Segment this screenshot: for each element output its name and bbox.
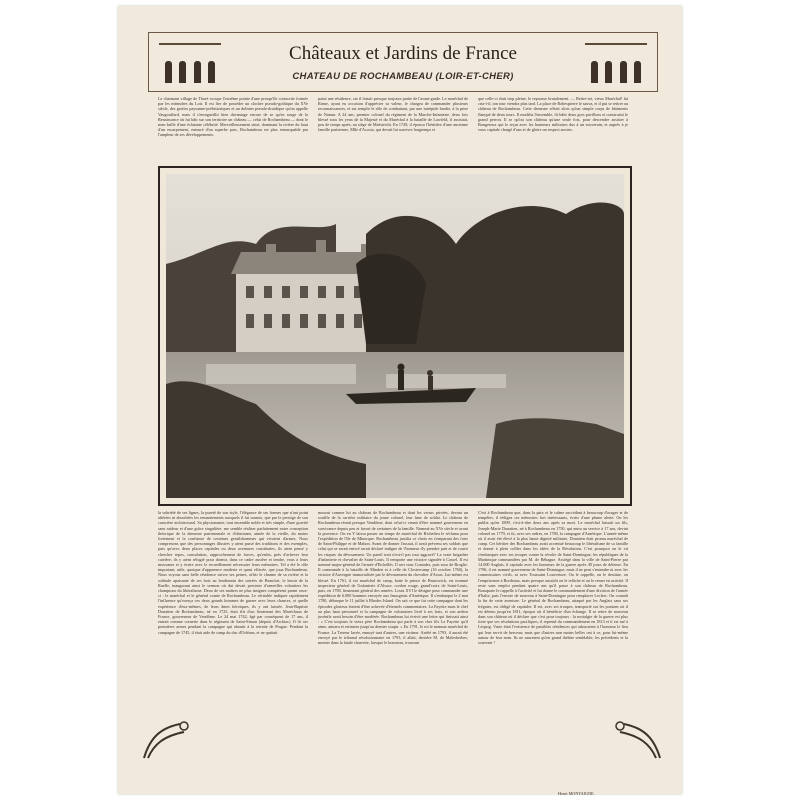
corner-ornament-icon [608,718,664,762]
text-column-top-mid: point une résidence, car il faisait presque toujours partie de l'avant-garde. Le maréchal de Rame, ayant eu occasion d'apprécier sa valeur, le chargea de commander plusieurs reconnaissances, et sut remplir le rôle de combattant, par une intrépide hardie, à la prise de Namur. A 24 ans, premier colonel du régiment de la Marche-Infanterie, deux fois blessé sous les yeux de la Majesté et du Maréchal à la bataille de Lawfeld, il assistait, peu de temps après, au siège de Maëstricht. En 1749, il épousa l'héritière d'une ancienne famille parisienne, Mlle d'Acosta, qui devait lui survivre longtemps et [318,96,468,133]
chateau-photograph [166,174,624,498]
author-signature: Henri MONTAIGNE. [558,791,595,796]
chateau-photograph-frame [158,166,632,506]
text-column-bottom-mid: mourut comme lui au château de Rochambeau et dont les vertus privées, devant un souffle de la carrière militaire du jeune colonel, leur âme de soldat. Le château de Rochambeau réunit presque Vendôme, dont celui-ci venait d'être nommé gouverneur en survivance depuis peu et favori de certaines de la famille. Nommé au XVe siècle et avant la provence. On en Y laissa passer un temps de maréchal de Richelieu le réclama pour l'expédition de l'île de Minorque. Rochambeau justifia ce choix en s'emparant des forts de Saint-Philippe et de Mahon. Avant de donner l'assaut, il avait prévenu ses soldats que celui qui se serait enivré serait déclaré indigne de l'honneur d'y prendre part et de courir les risques du dévouement. Un pareil trait n'est-il pas tout aggravé? La vraie brigadier d'infanterie et chevalier de Saint-Louis. Il remporte une victoire signalée à Cassel. Il est nommé major-général de l'armée d'Eichellés. Il sert sous Contades, puis sous de Broglie. Il commande à la bataille de Minden et à celle de Clostercamp (16 octobre 1760), la victoire d'Auvergne immortalisée par le dévouement du chevalier d'Assas. Lui-même est blessé. En 1761, il est maréchal de camp, batte le prince de Brunswick, est nommé inspecteur général de l'infanterie d'Alsace, cordon rouge, grand'croix de Saint-Louis, puis, en 1780, lieutenant général des armées. Louis XVI le désigne pour commander une expédition de 6.000 hommes envoyée aux Insurgents d'Amérique. Il s'embarque le 2 mai 1780, débarque le 11 juillet à Rhodes Island. On sait ce que fut cette campagne dont les épisodes glorieux étaient d'être achevée d'éternels commentaires. La Fayette mais le chef au plus haut personnel et la campagne de volontaires livré à ses frais, et son ardeur juvénile avait besoin d'être modérée. Rochambeau lui écrivit une lettre qui finissait ainsi : « C'est toujours le vieux père Rochambeau qui parle à son cher fils La Fayette qu'il aime, aimera et estimera jusqu'au dernier soupir. » En 1791, le roi le nomma maréchal de France. La Terreur lavée, ennuyé tant d'autres, une victime. Arrêté en 1793, il aurait été envoyé par le tribunal révolutionnaire en 1793, il allait, derrière M. de Malesherbes, monter dans la fatale charrette, lorsque le bourreau, trouvant [318,510,468,646]
header-banner [148,32,658,92]
page-title: Châteaux et Jardins de France [289,43,517,64]
text-column-bottom-right: C'est à Rochambeau que, dans la paix et le calme succédant à beaucoup d'orages et de tempêtes, il rédigea ses mémoires fort intéressants, écrits d'une plume alerte. On les publia qu'en 1809, c'est-à-dire deux ans après sa mort. Le maréchal laissait un fils, Joseph-Marie Donatien, né à Rochambeau en 1750, qui entra au service à 17 ans, devint colonel en 1779, et fit, avec ses ordres, en 1780, la campagne d'Amérique. L'année même où il avait été élevé à la plus haute dignité militaire, Donatien était promu maréchal de camp. Cet héritier des Rochambeau avait accentué beaucoup le libéralisme de sa famille et donné à plein collier dans les idées de la Révolution. C'est pourquoi on le vit s'embarquer avec ses troupes contre la révolte de Saint-Domingue, les républiques de la Martinique commandées par M. de Béhague. Assiégé dans la ville de Saint-Pierre par 14.000 Anglais, il capitule avec les honneurs de la guerre après 49 jours de défense. En 1796, il est nommé gouverneur de Saint-Domingue; mais il ne peut s'entendre ni avec les commissaires civils, ni avec Toussaint Louverture. On le rappelle, on le destitue, on l'emprisonne à Bordeaux, mais presque aussitôt on le relâche et on le remet en activité. Il reste sans emploi pendant quatre ans qu'il passe à son château de Rochambeau. Bonaparte le rappelle à l'activité et lui donne le commandement d'une division de l'armée d'Italie, puis l'envoie de nouveau à Saint-Domingue pour remplacer Leclerc. On connaît la fin de cette aventure. Le général de Rochambeau, attaqué par les Anglais sans ses frégates, est obligé de capituler. Il est, avec ses troupes, transporté sur les pontons où il est détenu jusqu'en 1811, époque où il bénéficie d'un échange. Il se retire de nouveau dans son château où il déclare que c'est pour toujours : la nostalgie de la guerre est plus forte que ses résolutions pacifiques, il reprend du commandement en 1813 et il est tué à Leipzig. Vaste était l'existence de paisibles résidences qui adoucirent à l'honneur le lieu qui leur servit de berceau; mais que d'autres non moins belles ont à ce, pour lui-même autour de leur nom. Ils ne sauraient qu'en grand théâtre semblable, les précédents et la souvenir ! [478,510,628,646]
text-column-top-left: Le charmant village de Thoré occupe l'extrême pointe d'une presqu'île coinscrite formée par les méandres du Loir. Il est fier de posséder un clocher pseudo-gothique du XVe siècle, des grottes paysanne-préhistoriques et un dolmen pseudo-druidique qu'on appelle Vaugouffard, mais il s'enorgueillit bien davantage encore de se qu'en rouge de la Renaissance où fut bâti sur son territoire un château — celui de Rochambeau — dont le nom brille d'une éclatante célébrité. Merveilleusement situé, dominant la rivière du haut d'un escarpement, entouré d'un superbe parc, Rochambeau est plus remarquable par l'ampleur de ses développements, [158,96,308,138]
text-column-top-right: que celle-ci était trop pleine, le repousse brutalement. — Retire-toi, vieux Maréchal! lui cria-t-il, ton tour viendra plus tard. La place de Robespierre le sauva, et il put se retirer au château de Rochambeau. Cette demeure n'était alors qu'un simple corps de bâtiments flanqué de deux tours. Il modifia l'ensemble, fit bâtir deux gros pavillons et construisit le grand perron. Il se qu'ira son château qu'une seule fois, pour descendre assister à Bongeroux qui le reçut avec les honneurs militaires dus à un souverain, et auprès à je vous capitale chargé d'ans et de gloire un respect ancien. [478,96,628,133]
page-subtitle: CHATEAU DE ROCHAMBEAU (LOIR-ET-CHER) [292,71,514,82]
magazine-page [118,6,682,794]
text-column-bottom-left: la sobriété de ses lignes, la pureté de son style, l'élégance de ses formes que n'ont point altérées ni absorbées les remaniements auxquels il fut soumis, que par le prestige de son caractère architectural. Sa physionomie, tout ensemble noble et très simple, d'une gravité sans raideur et d'une grâce singulière, me semble réaliser parfaitement notre conception théorique de la demeure patrimoniale et d'obstinant, aimée de la vieille, du moins fortement et la confiance de certaines gentilshommes qui vivaient d'armes. Nous comprenons que des personnages illustres y aient passé des traditions et des exemples, puis qu'avec deux places capitales ou deux aventures constituées, ils aient pensé y chercher repos, consolation, rapprochement de forces, qu'enfin, près d'achever leur carrière, ils y aient réfugié pour dormir, dans ce cadre austère et tendre, vous à leurs mouvants et y écrire avec le recueillement nécessaire leurs mémoires. Tel a été le rôle important, utile, quoique d'apparence modeste et quasi effacée, que joua Rochambeau. Nous voyons sans belle résidence suivre ses peines, offrir le charme de sa rivière et la solitude apaisante de ses bois au lendemain des soirées de Beaufort, le lenoir de la Ruelle, inaugurant ainsi le sermon où dut devait persister d'ormeilles volontiers les champions du libéralisme. Deux de ses maîtres ne plus insignes comptèrent parmi ceux-ci : le maréchal et le général comte de Rochambeau. Le véritable indiquer rapidement l'influence qu'exerça ces deux grands hommes de guerre avec leurs chances, et quelle expérience d'eux-mêmes, de leurs âmes héroïques, ils y ont laissée. Jean-Baptiste Donatien de Rochambeau, né en 1725, était fils d'un lieutenant des Maréchaux de France, gouverneur de Vendôme. Le 24 mai 1742, âgé par conséquent de 17 ans, il entrait comme cornette dans le régiment de Saint-Simon (depuis d'Archiac). Il fit ses premières armes pendant la campagne qui aboutit à la retraite de Prague. Pendant la campagne de 1745, il était aide de camp du duc d'Orléans, et ne quittait [158,510,308,635]
center-tree [356,254,426,344]
corner-ornament-icon [140,718,196,762]
